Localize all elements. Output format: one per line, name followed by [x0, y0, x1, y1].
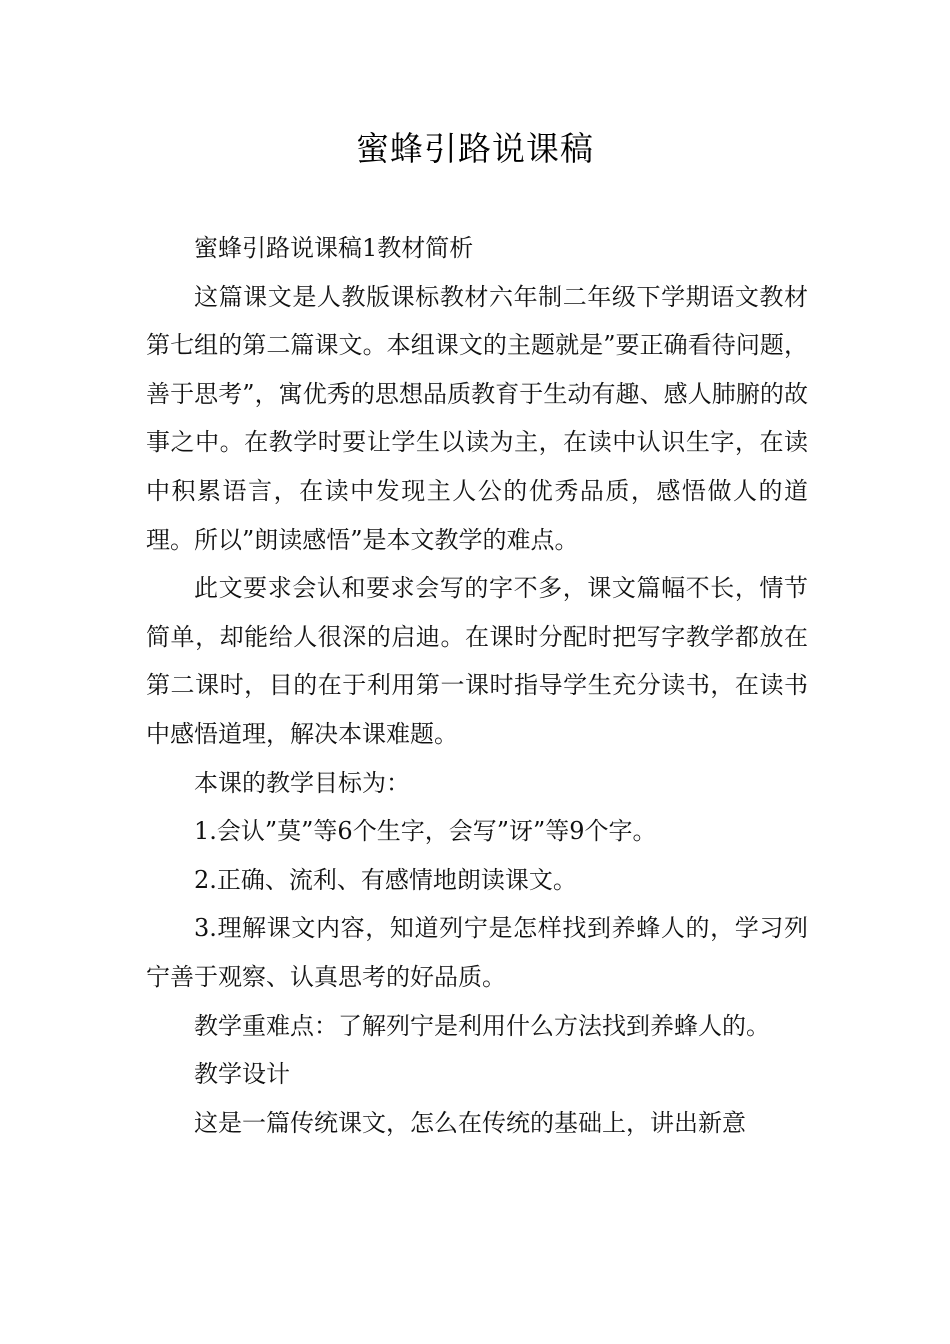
section-heading: 教学设计 [194, 1060, 290, 1089]
document-title: 蜜蜂引路说课稿 [356, 129, 594, 168]
section-heading: 蜜蜂引路说课稿1教材简析 [194, 234, 474, 262]
paragraph-text: 这篇课文是人教版课标教材六年制二年级下学期语文教材第七组的第二篇课文。本组课文的主题就是”要正确看待问题，善于思考”，寓优秀的思想品质教育于生动有趣、感人肺腑的故事之中。在教学时要让学生以读为主，在读中认识生字，在读中积累语言，在读中发现主人公的优秀品质，感悟做人的道理。所以”朗读感悟”是本文教学的难点。 [146, 282, 808, 554]
list-item: 2.正确、流利、有感情地朗读课文。 [194, 865, 577, 894]
document-body [146, 224, 808, 1147]
list-item: 3.理解课文内容，知道列宁是怎样找到养蜂人的，学习列宁善于观察、认真思考的好品质。 [146, 914, 808, 991]
list-item: 1.会认”莫”等6个生字，会写”讶”等9个字。 [194, 817, 657, 846]
paragraph-text: 教学重难点：了解列宁是利用什么方法找到养蜂人的。 [194, 1011, 770, 1040]
paragraph-text: 这是一篇传统课文，怎么在传统的基础上，讲出新意 [194, 1108, 746, 1137]
paragraph-text: 此文要求会认和要求会写的字不多，课文篇幅不长，情节简单，却能给人很深的启迪。在课时分配时把写字教学都放在第二课时，目的在于利用第一课时指导学生充分读书，在读书中感悟道理，解决本课难题。 [146, 574, 808, 748]
paragraph-text: 本课的教学目标为： [194, 768, 410, 797]
